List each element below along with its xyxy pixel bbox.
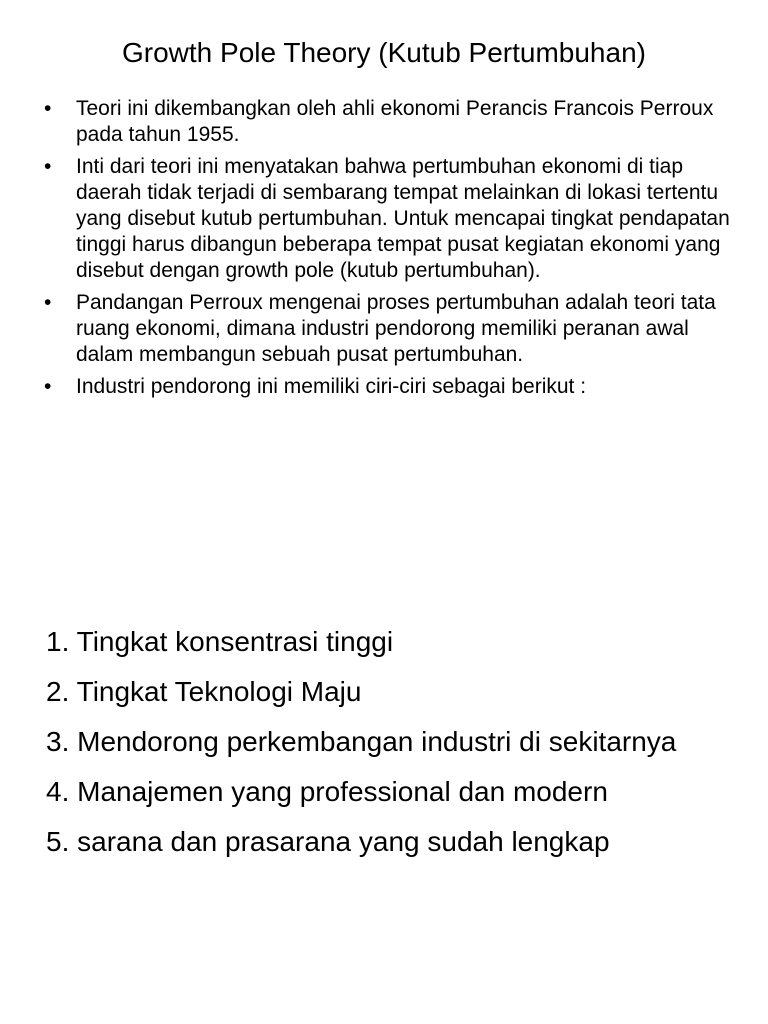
bullet-dot-icon: • bbox=[44, 291, 52, 314]
bullet-text: Inti dari teori ini menyatakan bahwa pertumbuhan ekonomi di tiap daerah tidak terjadi di sembarang tempat melainkan di lokasi tertentu yang disebut kutub pertumbuhan. Untuk mencapai tingkat pendapatan tinggi harus dibangun beberapa tempat pusat kegiatan ekonomi yang disebut dengan growth pole (kutub pertumbuhan). bbox=[76, 155, 730, 282]
numbered-item: 3. Mendorong perkembangan industri di sekitarnya bbox=[46, 726, 677, 757]
bullet-dot-icon: • bbox=[44, 155, 52, 178]
bullet-item bbox=[44, 154, 734, 284]
bullet-list bbox=[44, 96, 734, 406]
numbered-list bbox=[46, 622, 726, 872]
bullet-item bbox=[44, 96, 734, 148]
numbered-item: 2. Tingkat Teknologi Maju bbox=[46, 676, 362, 707]
bullet-text: Industri pendorong ini memiliki ciri-ciri sebagai berikut : bbox=[76, 375, 587, 398]
bullet-item bbox=[44, 374, 734, 400]
numbered-item: 5. sarana dan prasarana yang sudah lengkap bbox=[46, 826, 610, 857]
bullet-text: Pandangan Perroux mengenai proses pertumbuhan adalah teori tata ruang ekonomi, dimana industri pendorong memiliki peranan awal dalam membangun sebuah pusat pertumbuhan. bbox=[76, 291, 716, 366]
bullet-dot-icon: • bbox=[44, 97, 52, 120]
bullet-item bbox=[44, 290, 734, 368]
bullet-dot-icon: • bbox=[44, 375, 52, 398]
bullet-text: Teori ini dikembangkan oleh ahli ekonomi Perancis Francois Perroux pada tahun 1955. bbox=[76, 97, 714, 146]
numbered-item: 1. Tingkat konsentrasi tinggi bbox=[46, 626, 394, 657]
slide-title: Growth Pole Theory (Kutub Pertumbuhan) bbox=[122, 37, 646, 68]
numbered-item: 4. Manajemen yang professional dan modern bbox=[46, 776, 608, 807]
